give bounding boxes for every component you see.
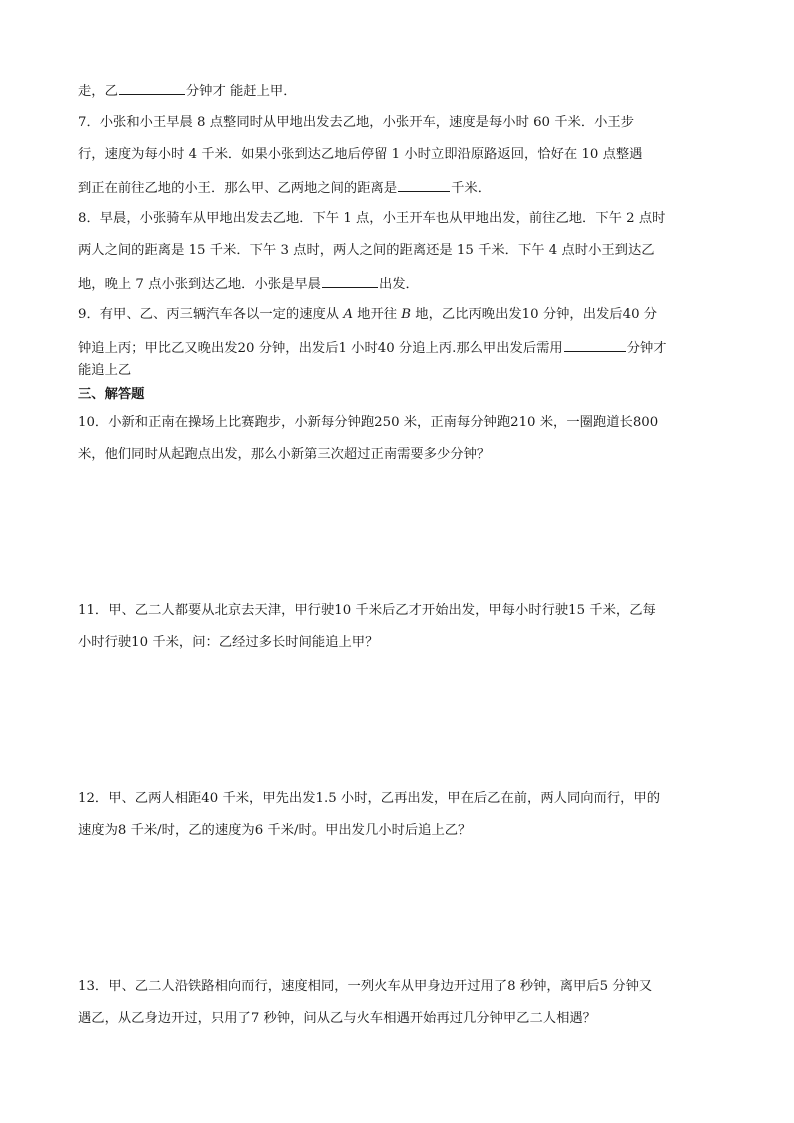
q6-text-b: 分钟才 能赶上甲．: [185, 84, 297, 99]
q9-line-1: [78, 305, 657, 325]
q9-point-b: B: [401, 307, 412, 322]
q9-point-a: A: [343, 307, 353, 322]
q11-line-1: 11．甲、乙二人都要从北京去天津，甲行驶10 千米后乙才开始出发，甲每小时行驶15 千米，乙每: [78, 603, 656, 618]
q8-text-a: 地，晚上 7 点小张到达乙地．小张是早晨: [78, 277, 321, 292]
q9-line-3: 能追上乙: [78, 363, 132, 378]
q9-text-b: 地开往: [352, 307, 402, 322]
q9-line-2: [78, 337, 667, 359]
q7-line-3: [78, 177, 491, 199]
q12-line-1: 12．甲、乙两人相距40 千米，甲先出发1.5 小时，乙再出发，甲在后乙在前，两人同向而行，甲的: [78, 791, 661, 806]
section-heading-answers: 三、解答题: [78, 387, 145, 402]
q8-line-2: 两人之间的距离是 15 千米．下午 3 点时，两人之间的距离还是 15 千米．下午 4 点时小王到达乙: [78, 243, 655, 258]
q9-text-a: 9．有甲、乙、丙三辆汽车各以一定的速度从: [78, 307, 344, 322]
q6-answer-blank[interactable]: [119, 80, 185, 95]
q12-line-2: 速度为8 千米/时，乙的速度为6 千米/时。甲出发几小时后追上乙？: [78, 823, 472, 838]
q8-line-3: [78, 273, 419, 295]
q9-text-e: 分钟才: [626, 341, 667, 356]
q7-line-2: 行，速度为每小时 4 千米．如果小张到达乙地后停留 1 小时立即沿原路返回，恰好在 10 点整遇: [78, 147, 643, 162]
q6-continuation: [78, 80, 297, 102]
q13-line-1: 13．甲、乙二人沿铁路相向而行，速度相同，一列火车从甲身边开过用了8 秒钟，离甲后5 分钟又: [78, 979, 653, 994]
q7-line-1: 7．小张和小王早晨 8 点整同时从甲地出发去乙地，小张开车，速度是每小时 60 千米．小王步: [78, 115, 635, 130]
q8-line-1: 8．早晨，小张骑车从甲地出发去乙地．下午 1 点，小王开车也从甲地出发，前往乙地．下午 2 点时: [78, 211, 666, 226]
q7-text-b: 千米．: [451, 181, 492, 196]
q9-text-d: 钟追上丙；甲比乙又晚出发20 分钟，出发后1 小时40 分追上丙.那么甲出发后需用: [78, 341, 563, 356]
q6-text-a: 走，乙: [78, 84, 118, 99]
q9-text-c: 地，乙比丙晚出发10 分钟，出发后40 分: [411, 307, 658, 322]
q11-line-2: 小时行驶10 千米，问：乙经过多长时间能追上甲？: [78, 635, 379, 650]
q8-text-b: 出发．: [378, 277, 419, 292]
q13-line-2: 遇乙，从乙身边开过，只用了7 秒钟，问从乙与火车相遇开始再过几分钟甲乙二人相遇？: [78, 1011, 596, 1026]
q9-answer-blank[interactable]: [564, 337, 626, 352]
q10-line-2: 米，他们同时从起跑点出发，那么小新第三次超过正南需要多少分钟？: [78, 447, 491, 462]
q10-line-1: 10．小新和正南在操场上比赛跑步，小新每分钟跑250 米，正南每分钟跑210 米，一圈跑道长800: [78, 415, 659, 430]
q8-answer-blank[interactable]: [322, 273, 378, 288]
q7-text-a: 到正在前往乙地的小王．那么甲、乙两地之间的距离是: [78, 181, 398, 196]
q7-answer-blank[interactable]: [398, 177, 450, 192]
